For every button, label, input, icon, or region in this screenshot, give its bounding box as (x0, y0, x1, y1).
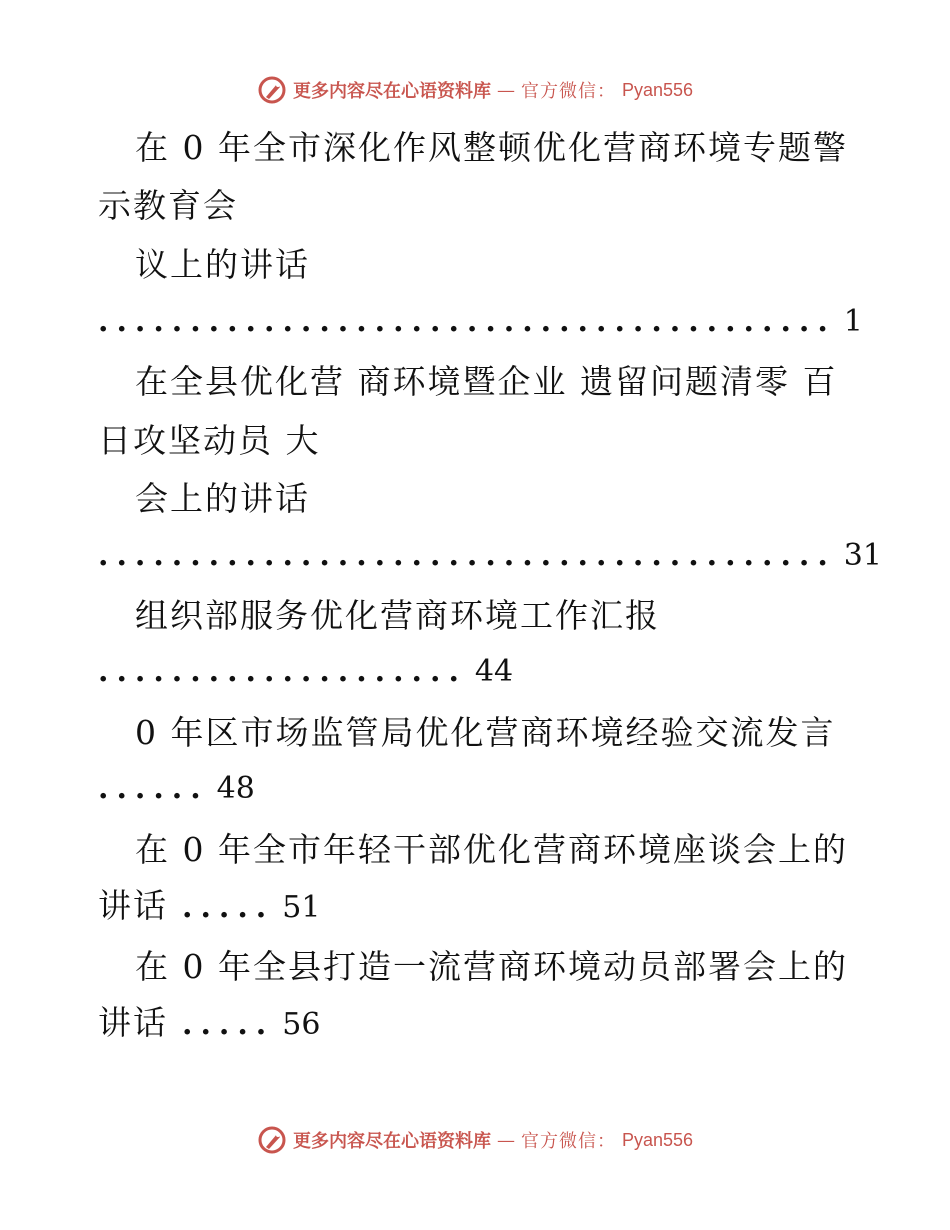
banner-wechat-id: Pyan556 (621, 1129, 694, 1150)
banner-wechat-id: Pyan556 (621, 79, 694, 100)
toc-entry-2-leader (98, 538, 882, 574)
toc-entry-2-line-2: 日攻坚动员 大 (98, 421, 321, 460)
dot-leader: .................... (98, 654, 467, 689)
toc-entry-2-line-3: 会上的讲话 (135, 479, 310, 518)
pen-seal-icon (257, 1125, 287, 1155)
page-number: 31 (843, 538, 882, 573)
toc-entry-4-line-1: 0 年区市场监管局优化营商环境经验交流发言 (135, 713, 836, 752)
header-banner (0, 70, 950, 110)
toc-entry-5-title-end: 讲话 (98, 886, 168, 925)
page-number: 51 (282, 890, 321, 925)
page-number: 56 (282, 1007, 321, 1042)
page-number: 1 (843, 304, 863, 339)
banner-dash: — (496, 1129, 515, 1151)
dot-leader: ...... (98, 771, 209, 806)
toc-entry-1-line-2: 示教育会 (98, 186, 238, 225)
banner-wechat-label: 官方微信： (520, 81, 616, 102)
toc-entry-1-line-3: 议上的讲话 (135, 245, 310, 284)
toc-entry-1-line-1: 在 0 年全市深化作风整顿优化营商环境专题警 (135, 128, 848, 167)
dot-leader: ........................................ (98, 304, 836, 339)
toc-entry-3-line-1: 组织部服务优化营商环境工作汇报 (135, 596, 660, 635)
dot-leader: ..... (182, 890, 275, 925)
banner-site-name: 更多内容尽在心语资料库 (292, 1131, 491, 1152)
toc-entry-1-leader (98, 304, 863, 340)
toc-entry-6-line-2 (98, 1005, 320, 1043)
page-number: 48 (216, 771, 255, 806)
banner-dash: — (496, 79, 515, 101)
dot-leader: ..... (182, 1007, 275, 1042)
toc-entry-6-line-1: 在 0 年全县打造一流营商环境动员部署会上的 (135, 947, 848, 986)
footer-banner (0, 1120, 950, 1160)
toc-entry-4-leader (98, 771, 255, 807)
toc-entry-5-line-2 (98, 888, 320, 926)
banner-wechat-label: 官方微信： (520, 1131, 616, 1152)
dot-leader: ........................................ (98, 538, 836, 573)
banner-site-name: 更多内容尽在心语资料库 (292, 81, 491, 102)
toc-entry-2-line-1: 在全县优化营 商环境暨企业 遗留问题清零 百 (135, 362, 838, 401)
pen-seal-icon (257, 75, 287, 105)
toc-entry-3-leader (98, 654, 513, 690)
toc-entry-5-line-1: 在 0 年全市年轻干部优化营商环境座谈会上的 (135, 830, 848, 869)
toc-entry-6-title-end: 讲话 (98, 1003, 168, 1042)
page-number: 44 (474, 654, 514, 689)
